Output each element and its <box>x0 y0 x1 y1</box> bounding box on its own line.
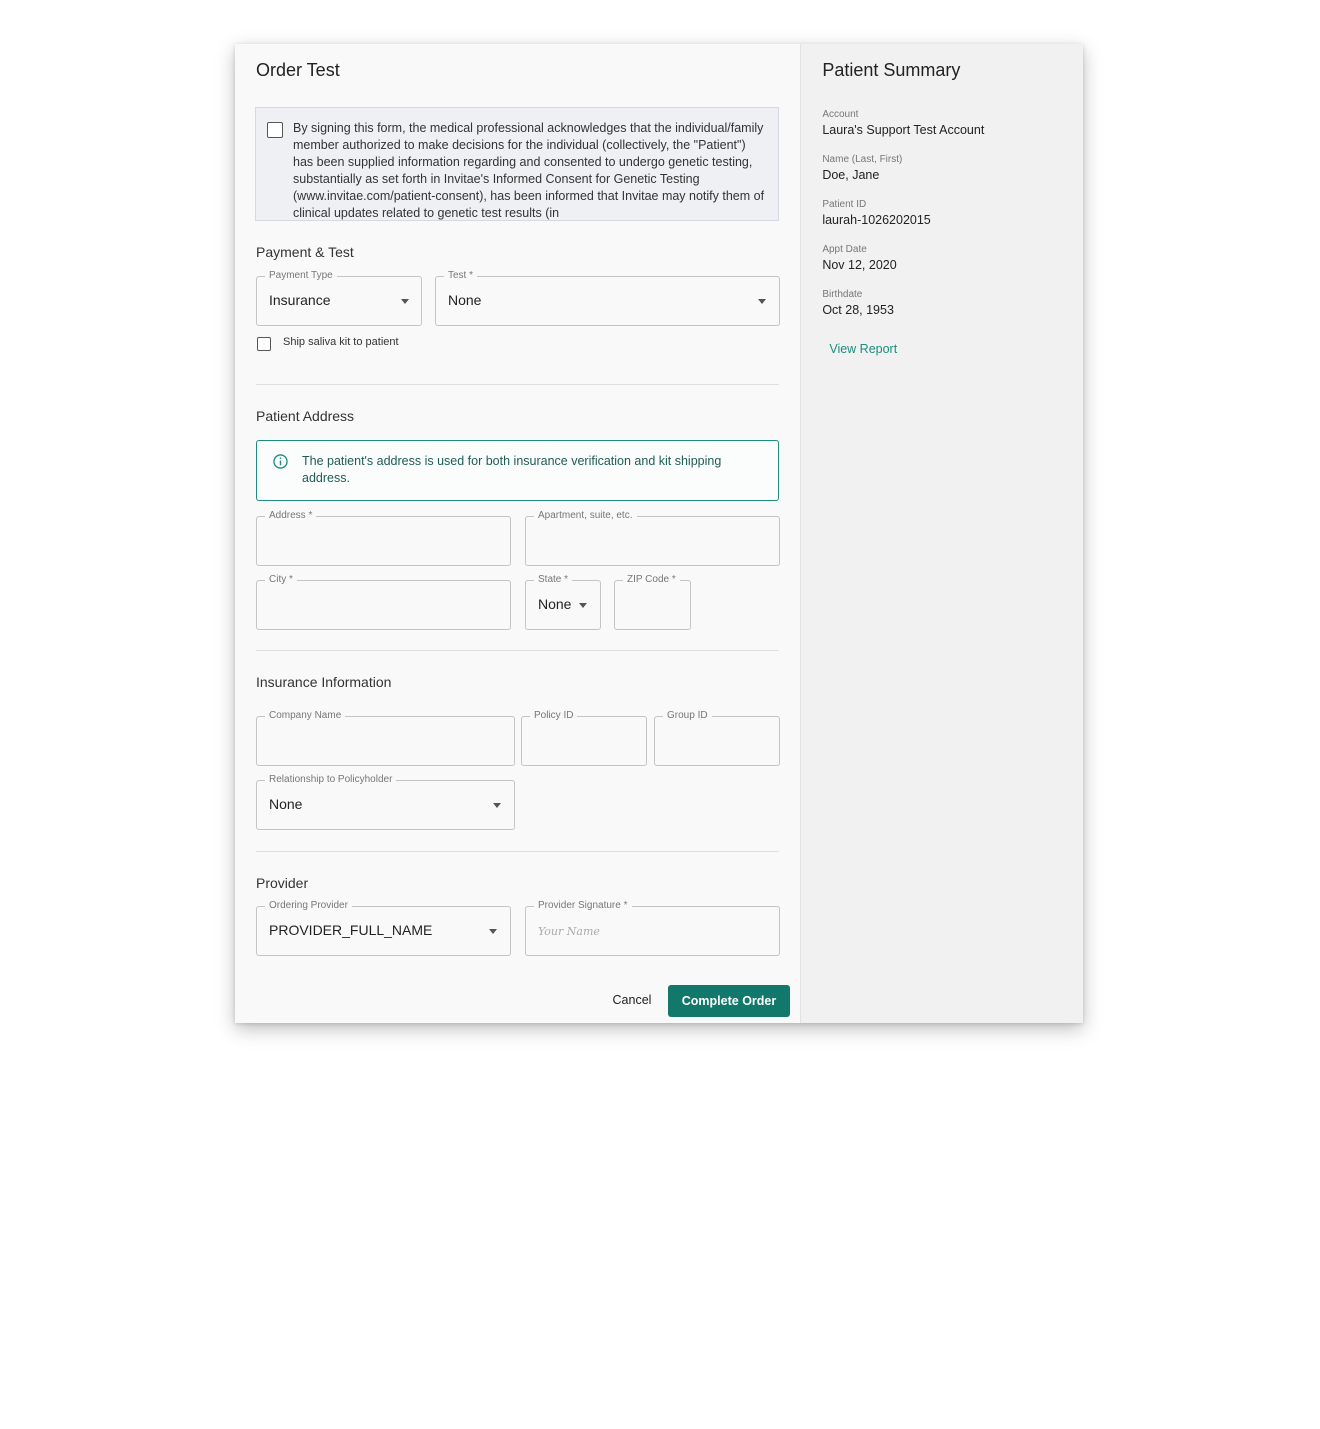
zip-label: ZIP Code * <box>623 574 680 586</box>
relationship-select[interactable] <box>256 774 515 830</box>
ordering-provider-label: Ordering Provider <box>265 900 352 912</box>
policy-id-input[interactable] <box>521 710 647 766</box>
chevron-down-icon <box>493 803 501 808</box>
group-id-label: Group ID <box>663 710 712 722</box>
provider-signature-label: Provider Signature * <box>534 900 632 912</box>
order-form <box>235 44 800 1023</box>
group-id-input[interactable] <box>654 710 780 766</box>
chevron-down-icon <box>758 299 766 304</box>
name-label: Name (Last, First) <box>822 154 903 165</box>
account-value: Laura's Support Test Account <box>822 123 985 137</box>
city-label: City * <box>265 574 297 586</box>
summary-title: Patient Summary <box>822 60 961 80</box>
payment-type-value: Insurance <box>269 292 331 308</box>
divider <box>256 650 779 651</box>
complete-order-button[interactable]: Complete Order <box>668 985 790 1017</box>
info-icon <box>273 454 288 469</box>
policy-id-label: Policy ID <box>530 710 577 722</box>
address-info-banner <box>256 440 779 501</box>
test-select[interactable] <box>435 270 780 326</box>
name-value: Doe, Jane <box>822 168 880 182</box>
appt-date-value: Nov 12, 2020 <box>822 258 897 272</box>
chevron-down-icon <box>401 299 409 304</box>
patient-id-label: Patient ID <box>822 199 867 210</box>
state-label: State * <box>534 574 572 586</box>
payment-heading: Payment & Test <box>256 244 354 260</box>
relationship-value: None <box>269 796 303 812</box>
payment-type-label: Payment Type <box>265 270 337 282</box>
address-input[interactable] <box>256 510 511 566</box>
ordering-provider-value: PROVIDER_FULL_NAME <box>269 922 433 938</box>
relationship-label: Relationship to Policyholder <box>265 774 396 786</box>
company-name-label: Company Name <box>265 710 345 722</box>
state-select[interactable] <box>525 574 601 630</box>
consent-checkbox[interactable] <box>267 122 283 138</box>
state-value: None <box>538 596 572 612</box>
address-heading: Patient Address <box>256 408 355 424</box>
chevron-down-icon <box>489 929 497 934</box>
address-label: Address * <box>265 510 316 522</box>
address-info-text: The patient's address is used for both insurance verification and kit shipping address. <box>302 454 722 485</box>
provider-signature-placeholder: Your Name <box>538 925 600 938</box>
chevron-down-icon <box>579 603 587 608</box>
divider <box>256 384 779 385</box>
birthdate-value: Oct 28, 1953 <box>822 303 894 317</box>
cancel-button[interactable]: Cancel <box>612 993 652 1007</box>
consent-box <box>255 107 779 221</box>
payment-type-select[interactable] <box>256 270 422 326</box>
appt-date-label: Appt Date <box>822 244 867 255</box>
birthdate-label: Birthdate <box>822 289 863 300</box>
ordering-provider-select[interactable] <box>256 900 511 956</box>
patient-id-value: laurah-1026202015 <box>822 213 931 227</box>
company-name-input[interactable] <box>256 710 515 766</box>
account-label: Account <box>822 109 859 120</box>
test-label: Test * <box>444 270 477 282</box>
provider-heading: Provider <box>256 875 309 891</box>
provider-signature-input[interactable] <box>525 900 780 956</box>
dialog-title: Order Test <box>256 60 340 80</box>
city-input[interactable] <box>256 574 511 630</box>
insurance-heading: Insurance Information <box>256 674 392 690</box>
patient-summary-panel <box>800 44 1083 1023</box>
apartment-input[interactable] <box>525 510 780 566</box>
consent-text: By signing this form, the medical professional acknowledges that the individual/family member authorized to make decisions for the individual (collectively, the "Patient") has been supplied information regarding and consented to undergo genetic testing, substantially as set forth in Invitae's Informed Consent for Genetic Testing (www.invitae.com/patient-consent), has been informed that Invitae may notify them of clinical updates related to genetic test results (in <box>293 121 765 220</box>
divider <box>256 851 779 852</box>
ship-kit-checkbox[interactable] <box>257 337 271 351</box>
view-report-link[interactable]: View Report <box>829 342 898 356</box>
order-test-dialog <box>235 44 1083 1023</box>
ship-kit-label: Ship saliva kit to patient <box>283 336 399 348</box>
zip-input[interactable] <box>614 574 691 630</box>
apartment-label: Apartment, suite, etc. <box>534 510 637 522</box>
test-value: None <box>448 292 482 308</box>
